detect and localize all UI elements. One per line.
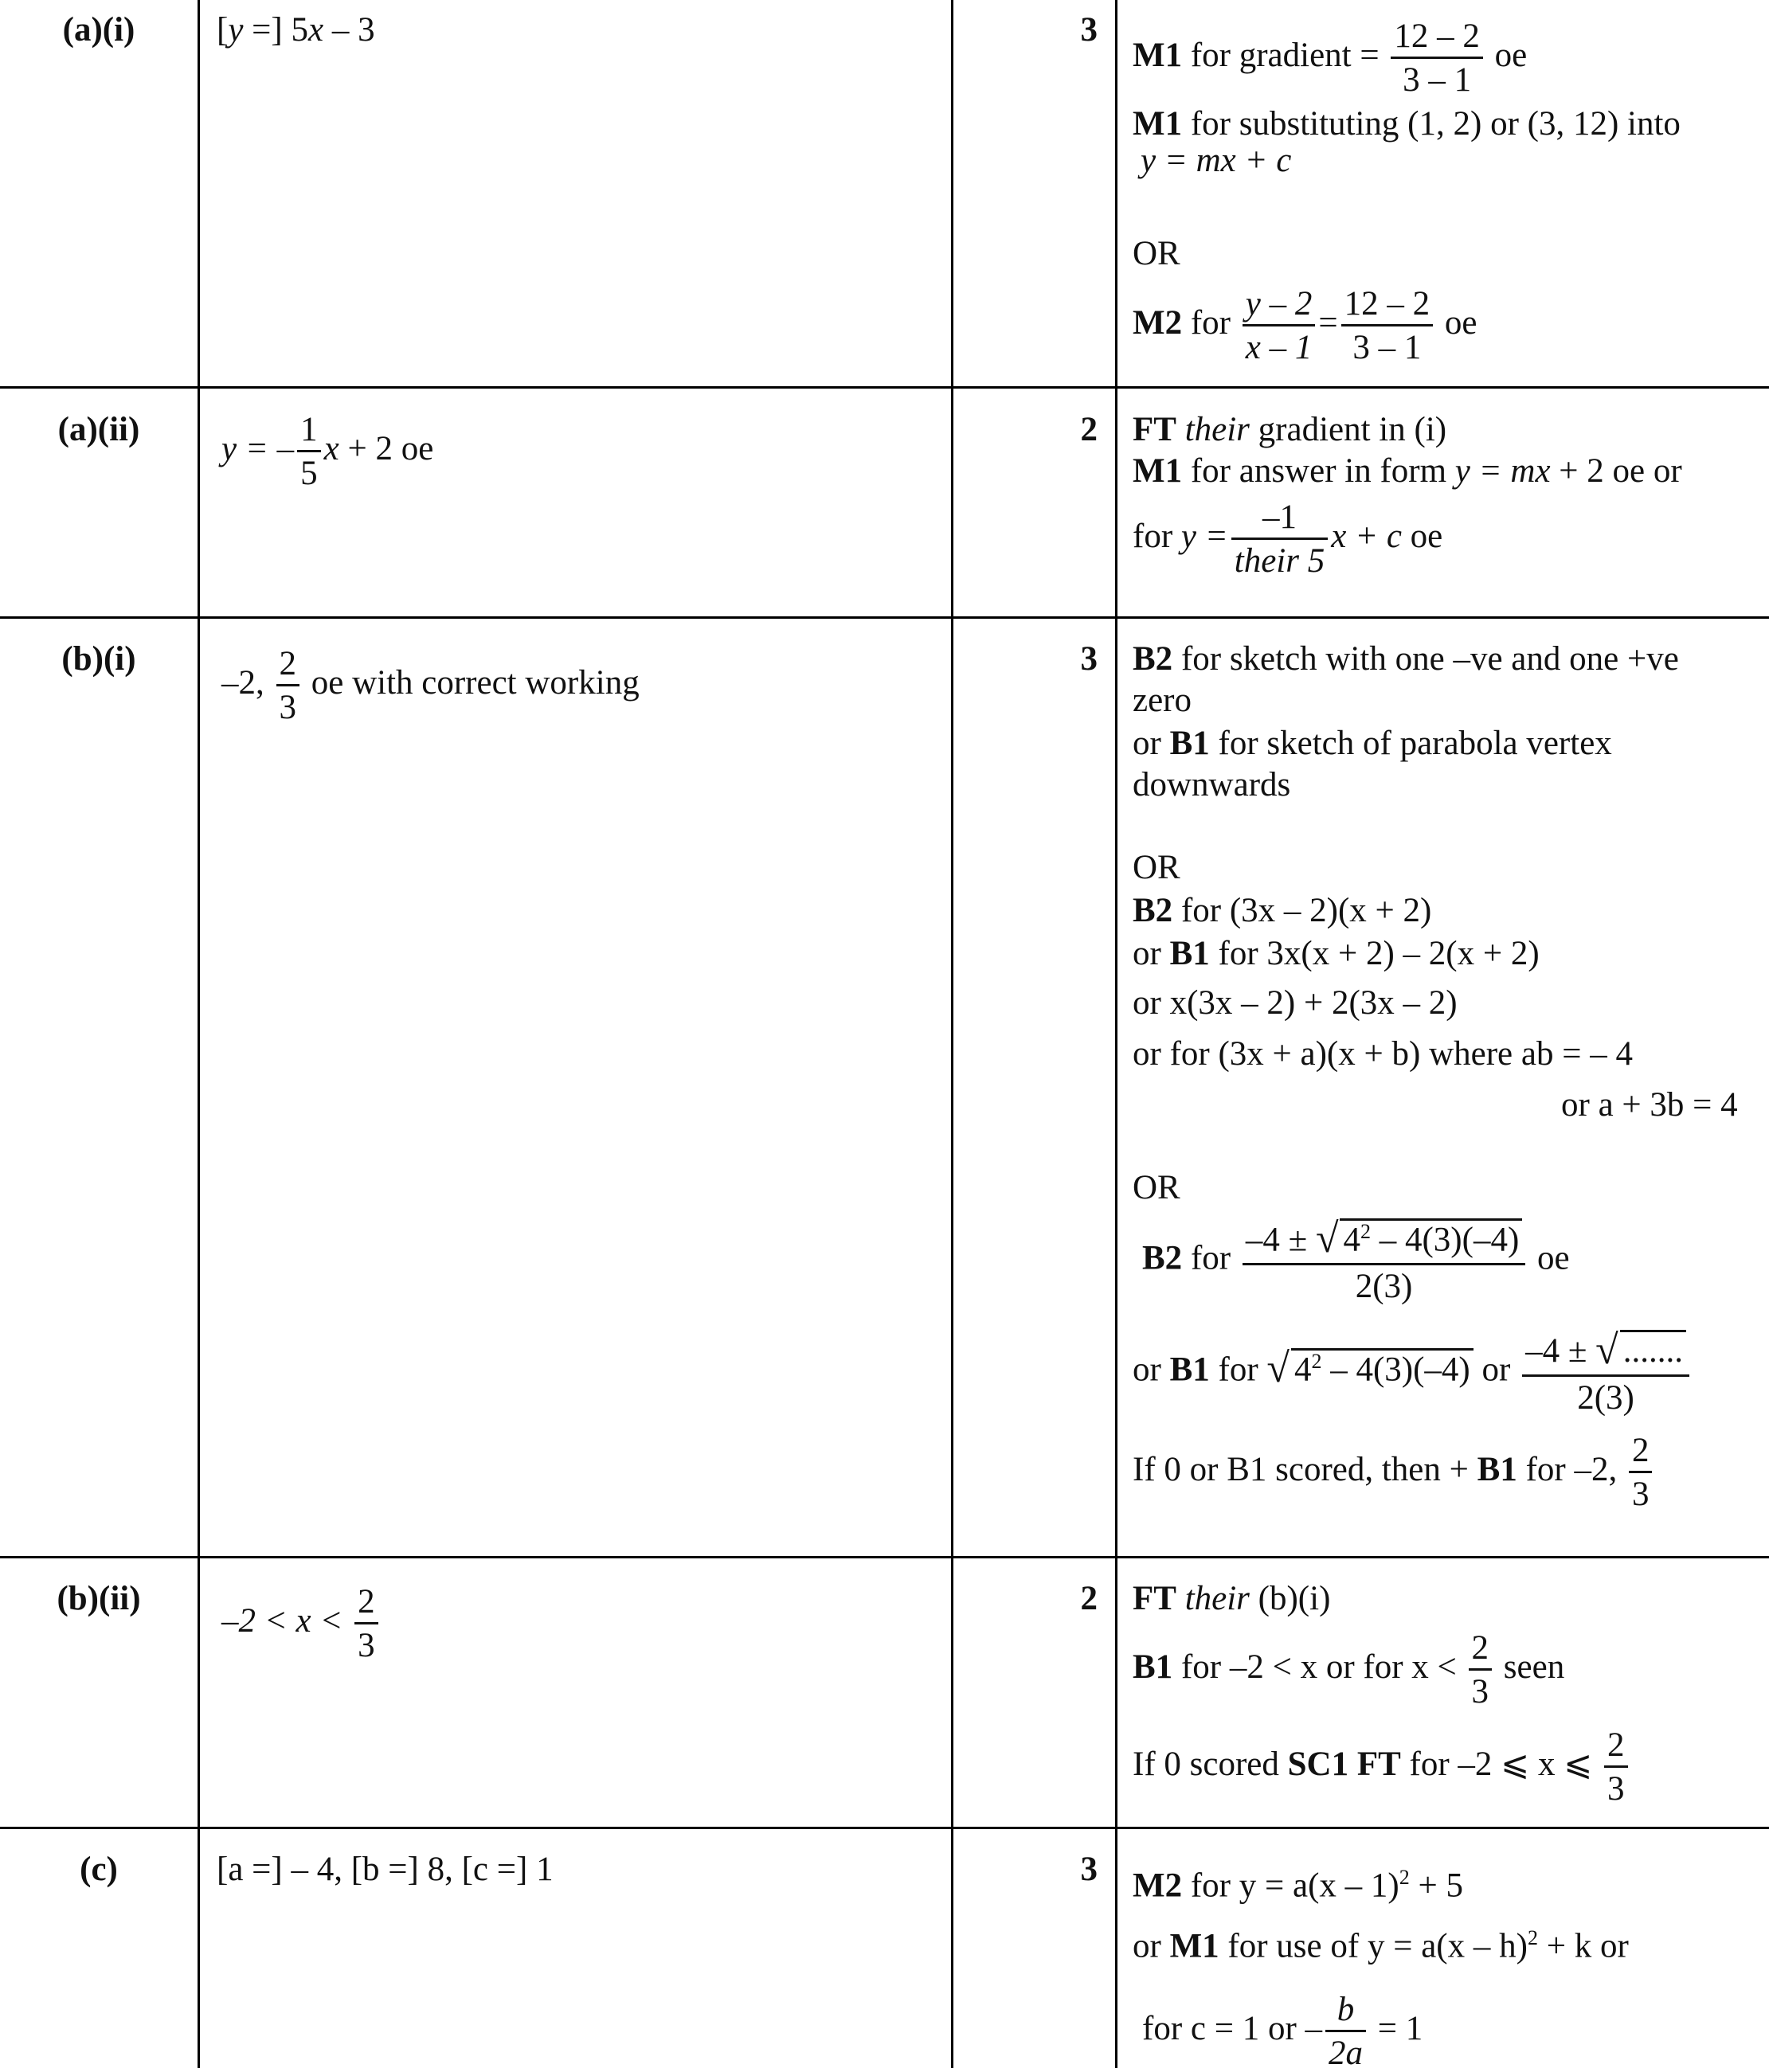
guidance-line: B2 for $\frac{-4 \pm √ 4^2 - 4(3)(-4)}{2(3)}$ oe [1142, 1216, 1570, 1306]
fraction: $\frac{12 - 2}{3 - 1}$ [1341, 287, 1434, 365]
guidance-line: B1 for –2 < x or for x < $\frac{2}{3}$ seen [1133, 1629, 1565, 1710]
question-label: (a)(i) [62, 11, 135, 49]
marks-cell: 3 [1080, 1851, 1098, 1888]
guidance-line: downwards [1133, 766, 1291, 803]
guidance-line: or for (3x + a)(x + b) where ab = – 4 [1133, 1035, 1633, 1073]
question-label: (c) [80, 1851, 118, 1888]
answer-cell: [y =] 5x – 3 [217, 11, 375, 49]
guidance-line: or a + 3b = 4 [1561, 1086, 1738, 1124]
square-root: $4^2 - 4(3)(-4)$ [1291, 1348, 1474, 1389]
guidance-line: or B1 for √ $4^2 - 4(3)(-4)$ or $\frac{-4 \pm √ .......}{2(3)}$ [1133, 1330, 1693, 1415]
guidance-line: OR [1133, 235, 1180, 272]
marks-cell: 2 [1080, 411, 1098, 448]
fraction: $\frac{1}{5}$ [297, 412, 321, 491]
fraction: $\frac{12 - 2}{3 - 1}$ [1391, 19, 1483, 97]
answer-cell: y = – $\frac{1}{5}$ x + 2 oe [221, 411, 434, 492]
guidance-line: for c = 1 or – $\frac{b}{2a}$ = 1 [1142, 1991, 1423, 2072]
column-divider [198, 0, 200, 2068]
column-divider [1115, 0, 1117, 2068]
guidance-line: FT their (b)(i) [1133, 1580, 1331, 1617]
question-label: (a)(ii) [57, 411, 140, 448]
guidance-line: or x(3x – 2) + 2(3x – 2) [1133, 984, 1458, 1022]
row-divider [0, 616, 1769, 619]
guidance-line: B2 for sketch with one –ve and one +ve [1133, 640, 1679, 678]
row-divider [0, 386, 1769, 389]
answer-cell: [a =] – 4, [b =] 8, [c =] 1 [217, 1851, 554, 1888]
column-divider [951, 0, 953, 2068]
question-label: (b)(ii) [57, 1580, 141, 1617]
guidance-line: M2 for $\frac{y - 2}{x - 1}$ = $\frac{12 - 2}{3 - 1}$ oe [1133, 285, 1477, 366]
guidance-line: If 0 or B1 scored, then + B1 for –2, $\frac{2}{3}$ [1133, 1433, 1655, 1511]
marks-cell: 3 [1080, 640, 1098, 678]
guidance-line: OR [1133, 1169, 1180, 1206]
fraction: $\frac{2}{3}$ [1629, 1433, 1653, 1511]
row-divider [0, 1556, 1769, 1558]
guidance-line: M1 for gradient = $\frac{12 - 2}{3 - 1}$ oe [1133, 18, 1528, 99]
fraction: $\frac{b}{2a}$ [1325, 1992, 1366, 2070]
question-label: (b)(i) [61, 640, 136, 678]
guidance-line: M1 for substituting (1, 2) or (3, 12) into [1133, 105, 1681, 143]
fraction: $\frac{2}{3}$ [354, 1585, 378, 1663]
guidance-line: B2 for (3x – 2)(x + 2) [1133, 892, 1432, 929]
marks-cell: 3 [1080, 11, 1098, 49]
guidance-line: M2 for y = a(x – 1)$^2$ + 5 [1133, 1866, 1463, 1905]
answer-cell: –2, $\frac{2}{3}$ oe with correct working [221, 645, 640, 726]
guidance-line: zero [1133, 682, 1192, 719]
guidance-line: M1 for answer in form y = mx + 2 oe or [1133, 452, 1682, 490]
guidance-line: FT their gradient in (i) [1133, 411, 1447, 448]
fraction: $\frac{-1}{\text{their 5}}$ [1231, 500, 1328, 578]
fraction: $\frac{2}{3}$ [1469, 1631, 1493, 1709]
fraction: $\frac{-4 \pm √ .......}{2(3)}$ [1522, 1330, 1689, 1415]
fraction: $\frac{y - 2}{x - 1}$ [1243, 287, 1316, 365]
row-divider [0, 1827, 1769, 1829]
fraction: $\frac{-4 \pm √ 4^2 - 4(3)(-4)}{2(3)}$ [1243, 1218, 1525, 1304]
guidance-line: OR [1133, 849, 1180, 886]
fraction: $\frac{2}{3}$ [276, 647, 300, 725]
marks-cell: 2 [1080, 1580, 1098, 1617]
guidance-line: for y = $\frac{-1}{\text{their 5}}$ x + c oe [1133, 498, 1443, 580]
guidance-line: or B1 for sketch of parabola vertex [1133, 725, 1612, 762]
guidance-line: If 0 scored SC1 FT for –2 ⩽ x ⩽ $\frac{2}{3}$ [1133, 1728, 1631, 1806]
fraction: $\frac{2}{3}$ [1604, 1728, 1628, 1806]
guidance-line: or B1 for 3x(x + 2) – 2(x + 2) [1133, 935, 1540, 972]
guidance-line: y = mx + c [1141, 142, 1292, 179]
guidance-line: or M1 for use of y = a(x – h)$^2$ + k or [1133, 1926, 1629, 1965]
square-root: $4^2 - 4(3)(-4)$ [1340, 1218, 1522, 1259]
answer-cell: –2 < x < $\frac{2}{3}$ [221, 1585, 382, 1663]
